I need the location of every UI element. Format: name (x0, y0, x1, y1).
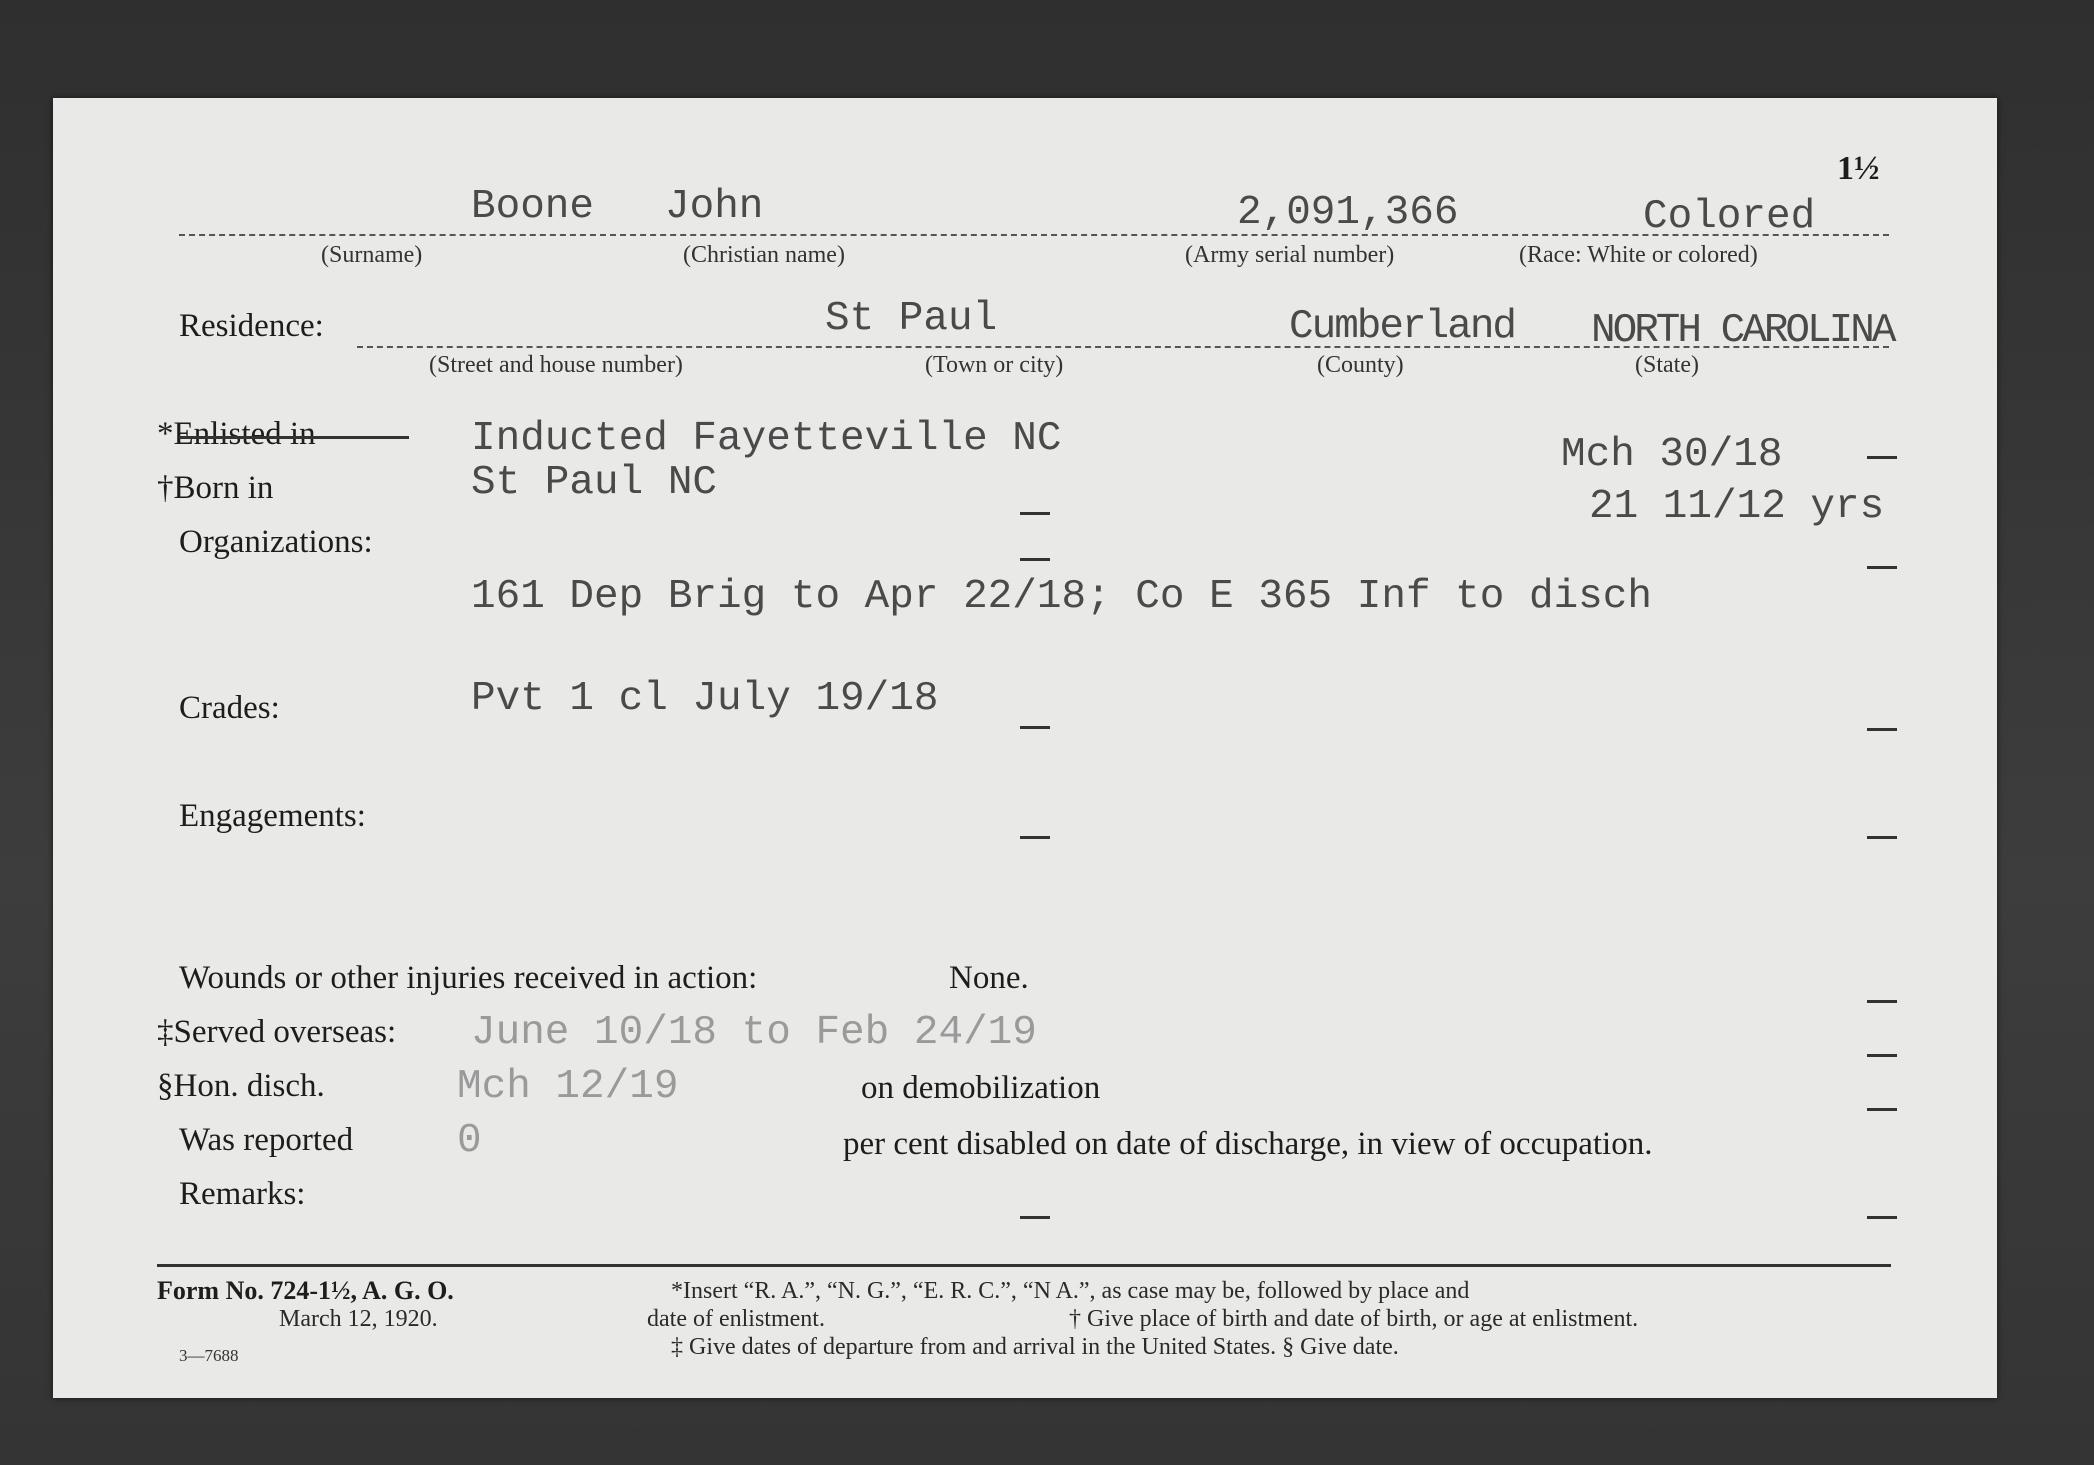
wounds-label: Wounds or other injuries received in action: (179, 960, 758, 996)
born-age-value: 21 11/12 yrs (1589, 484, 1885, 530)
organizations-value: 161 Dep Brig to Apr 22/18; Co E 365 Inf to disch (471, 574, 1652, 620)
form-date: March 12, 1920. (279, 1306, 438, 1332)
reported-label: Was reported (179, 1122, 354, 1158)
state-caption: (State) (1635, 352, 1699, 378)
enlisted-value: Inducted Fayetteville NC (471, 416, 1062, 462)
born-label: †Born in (157, 470, 274, 506)
residence-town-value: St Paul (825, 296, 998, 342)
organizations-label: Organizations: (179, 524, 373, 560)
corner-mark: 1½ (1837, 150, 1880, 187)
wounds-value: None. (949, 960, 1029, 996)
race-value: Colored (1643, 194, 1816, 240)
overseas-label: ‡Served overseas: (157, 1014, 397, 1050)
dash-mark (1867, 1216, 1897, 1219)
residence-dotted-line (357, 346, 1889, 348)
residence-state-value: NORTH CAROLINA (1591, 308, 1894, 354)
surname-caption: (Surname) (321, 242, 423, 268)
footer-rule (157, 1264, 1891, 1267)
dash-mark (1020, 558, 1050, 561)
print-code: 3—7688 (179, 1346, 239, 1365)
residence-label: Residence: (179, 308, 324, 344)
dash-mark (1020, 836, 1050, 839)
county-caption: (County) (1317, 352, 1404, 378)
surname-value: Boone (471, 184, 595, 230)
remarks-label: Remarks: (179, 1176, 306, 1212)
dash-mark (1867, 836, 1897, 839)
christian-name-caption: (Christian name) (683, 242, 845, 268)
enlisted-strikethrough (179, 436, 409, 439)
footnote-enlistment-cont: date of enlistment. (647, 1306, 825, 1332)
christian-name-value: John (665, 184, 764, 230)
born-value: St Paul NC (471, 460, 718, 506)
discharge-date-value: Mch 12/19 (457, 1064, 679, 1110)
reported-value: 0 (457, 1118, 482, 1164)
dash-mark (1867, 566, 1897, 569)
service-record-card (53, 98, 1997, 1398)
engagements-label: Engagements: (179, 798, 366, 834)
grades-label: Crades: (179, 690, 280, 726)
enlisted-date-value: Mch 30/18 (1561, 432, 1783, 478)
serial-number-caption: (Army serial number) (1185, 242, 1395, 268)
dash-mark (1867, 1054, 1897, 1057)
enlisted-label: *Enlisted in (157, 416, 316, 452)
dash-mark (1867, 728, 1897, 731)
reported-note: per cent disabled on date of discharge, in view of occupation. (843, 1126, 1653, 1162)
footnote-birth: † Give place of birth and date of birth, or age at enlistment. (1069, 1306, 1639, 1332)
race-caption: (Race: White or colored) (1519, 242, 1758, 268)
name-dotted-line (179, 234, 1889, 236)
street-caption: (Street and house number) (429, 352, 683, 378)
serial-number-value: 2,091,366 (1237, 190, 1459, 236)
overseas-value: June 10/18 to Feb 24/19 (471, 1010, 1037, 1056)
dash-mark (1867, 1108, 1897, 1111)
discharge-note: on demobilization (861, 1070, 1101, 1106)
dash-mark (1867, 456, 1897, 459)
dash-mark (1020, 512, 1050, 515)
discharge-label: §Hon. disch. (157, 1068, 325, 1104)
town-caption: (Town or city) (925, 352, 1064, 378)
dash-mark (1867, 1000, 1897, 1003)
form-number: Form No. 724-1½, A. G. O. (157, 1276, 454, 1305)
dash-mark (1020, 1216, 1050, 1219)
residence-county-value: Cumberland (1289, 304, 1516, 350)
grades-value: Pvt 1 cl July 19/18 (471, 676, 939, 722)
dash-mark (1020, 726, 1050, 729)
footnote-enlistment: *Insert “R. A.”, “N. G.”, “E. R. C.”, “N A.”, as case may be, followed by place and (671, 1278, 1470, 1304)
footnote-overseas: ‡ Give dates of departure from and arrival in the United States. § Give date. (671, 1334, 1399, 1360)
